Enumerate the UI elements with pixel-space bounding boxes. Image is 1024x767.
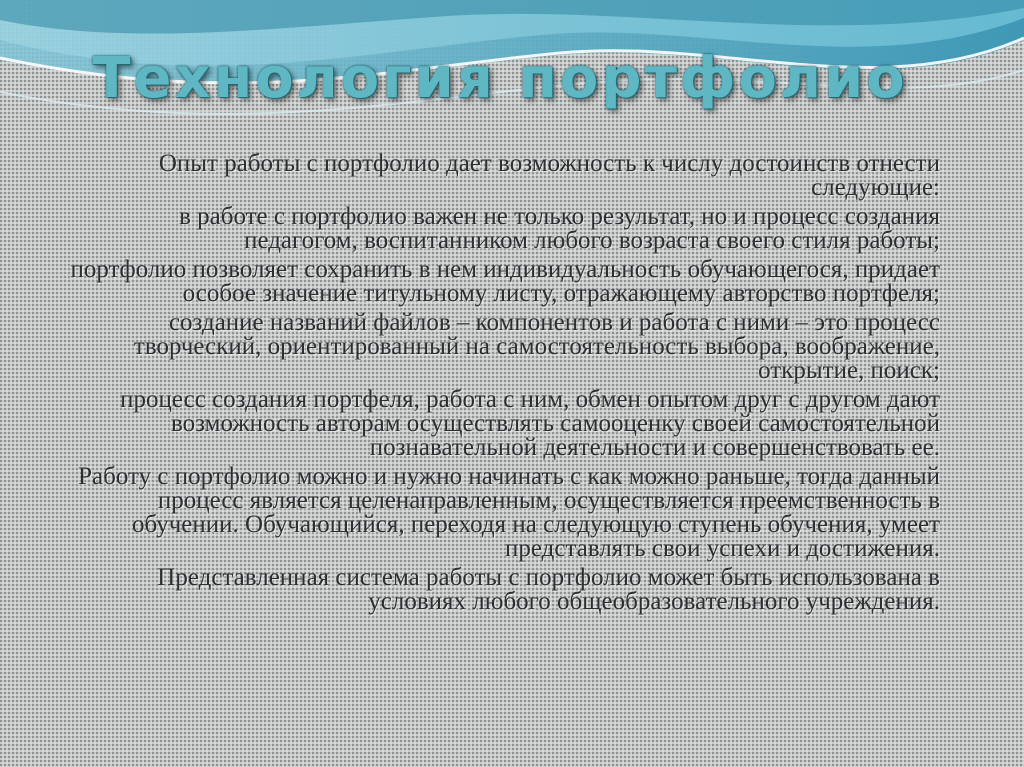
paragraph-item-2: портфолио позволяет сохранить в нем индивидуальность обучающегося, придает особое значение титульному листу, отражающему авторство портфеля; bbox=[70, 256, 940, 307]
paragraph-conclusion-1: Работу с портфолио можно и нужно начинать с как можно раньше, тогда данный процесс является целенаправленным, осуществляется преемственность в обучении. Обучающийся, переходя на следующую ступень обучения, умеет представлять свои успехи и достижения. bbox=[78, 463, 940, 562]
paragraph-conclusion-2: Представленная система работы с портфолио может быть использована в условиях любого общеобразовательного учреждения. bbox=[157, 564, 940, 615]
slide-title: Технология портфолио bbox=[92, 46, 908, 111]
paragraph-item-3: создание названий файлов – компонентов и работа с ними – это процесс творческий, ориентированный на самостоятельность выбора, воображение, открытие, поиск; bbox=[133, 309, 940, 384]
paragraph-item-4: процесс создания портфеля, работа с ним, обмен опытом друг с другом дают возможность авторам осуществлять самооценку своей самостоятельной познавательной деятельности и совершенствовать ее. bbox=[120, 386, 940, 461]
paragraph-intro: Опыт работы с портфолио дает возможность к числу достоинств отнести следующие: bbox=[158, 150, 940, 201]
slide-body bbox=[60, 152, 940, 619]
paragraph-item-1: в работе с портфолио важен не только результат, но и процесс создания педагогом, воспитанником любого возраста своего стиля работы; bbox=[179, 203, 940, 254]
